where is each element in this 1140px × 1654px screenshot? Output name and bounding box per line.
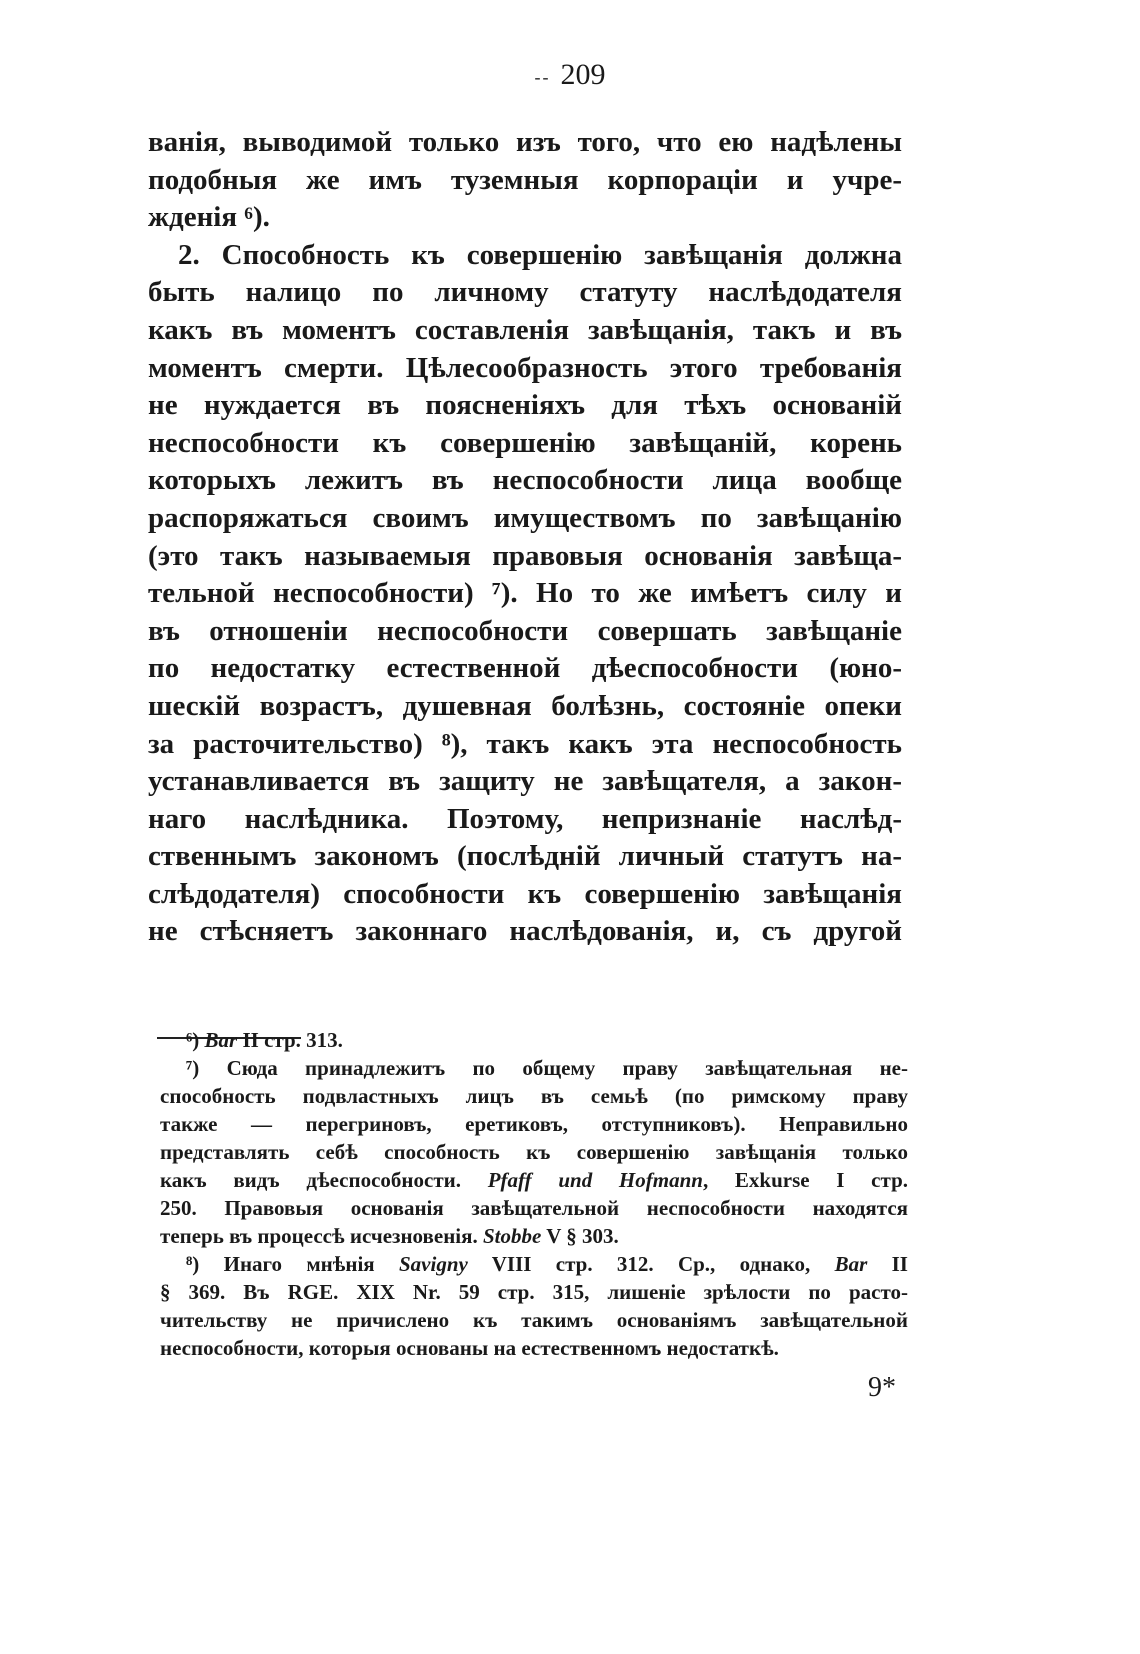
footnote-text: представлять себѣ способность къ совершенію завѣщанія только (160, 1140, 908, 1164)
footnote-text: II стр. 313. (237, 1028, 343, 1052)
citation-author: Savigny (398, 1252, 468, 1276)
footnote-text: VIII стр. 312. Ср., однако, (467, 1252, 835, 1276)
footnote-line (160, 1166, 908, 1194)
main-text (148, 124, 902, 951)
page-number: 209 (560, 58, 606, 91)
text-line: за расточительство) ⁸), такъ какъ эта неспособность (148, 727, 902, 760)
footnote-text: 250. Правовыя основанія завѣщательной неспособности находятся (160, 1196, 908, 1220)
footnote-line (160, 1054, 908, 1082)
footnote-line (160, 1026, 908, 1054)
text-line: наго наслѣдника. Поэтому, непризнаніе наслѣд- (148, 802, 902, 835)
footnote-text: , Exkurse I стр. (702, 1168, 908, 1192)
text-line: тельной неспособности) ⁷). Но то же имѣетъ силу и (148, 577, 902, 610)
text-line: по недостатку естественной дѣеспособности (юно- (148, 652, 902, 685)
footnote-line (160, 1194, 908, 1222)
text-line: ванія, выводимой только изъ того, что ею надѣлены (148, 126, 902, 158)
footnote-text: ⁸) Инаго мнѣнія (186, 1252, 399, 1276)
text-line: не нуждается въ поясненіяхъ для тѣхъ основаній (148, 389, 902, 422)
footnote-line (160, 1110, 908, 1138)
text-line: шескій возрастъ, душевная болѣзнь, состояніе опеки (148, 689, 902, 722)
text-line: быть налицо по личному статуту наслѣдодателя (148, 276, 902, 309)
text-line: подобныя же имъ туземныя корпораціи и учре- (148, 163, 902, 196)
text-line: ственнымъ закономъ (послѣдній личный статутъ на- (148, 840, 902, 873)
footnote-text: ⁶) (186, 1028, 205, 1052)
footnote-line (160, 1138, 908, 1166)
citation-author: Bar (834, 1252, 868, 1276)
footnote-line (160, 1222, 908, 1250)
citation-author: Stobbe (483, 1224, 542, 1248)
footnote-line (160, 1082, 908, 1110)
footnote-text: § 369. Въ RGE. XIX Nr. 59 стр. 315, лишеніе зрѣлости по расто- (160, 1280, 908, 1304)
footnote-text: также — перегриновъ, еретиковъ, отступниковъ). Неправильно (160, 1112, 908, 1136)
footnote-text: теперь въ процессѣ исчезновенія. (160, 1224, 483, 1248)
text-line: распоряжаться своимъ имуществомъ по завѣщанію (148, 501, 902, 534)
citation-author: Pfaff und Hofmann (487, 1168, 703, 1192)
signature-mark: 9* (868, 1372, 896, 1403)
footnote-line (160, 1334, 908, 1362)
footnote-line (160, 1278, 908, 1306)
footnote-text: V § 303. (541, 1224, 619, 1248)
text-line: моментъ смерти. Цѣлесообразность этого требованія (148, 351, 902, 384)
footnote-line (160, 1250, 908, 1278)
footnote-text: II (867, 1252, 908, 1276)
text-line: которыхъ лежитъ въ неспособности лица вообще (148, 464, 902, 497)
header-dashes: -- (534, 66, 551, 87)
text-line: не стѣсняетъ законнаго наслѣдованія, и, съ другой (148, 915, 902, 948)
text-line: неспособности къ совершенію завѣщаній, корень (148, 426, 902, 459)
citation-author: Bar (204, 1028, 238, 1052)
text-line: въ отношеніи неспособности совершать завѣщаніе (148, 614, 902, 647)
footnote-text: способность подвластныхъ лицъ въ семьѣ (по римскому праву (160, 1084, 908, 1108)
footnote-line (160, 1306, 908, 1334)
text-line: 2. Способность къ совершенію завѣщанія должна (178, 238, 902, 271)
footnote-text: чительству не причислено къ такимъ основаніямъ завѣщательной (160, 1308, 908, 1332)
footnote-text: какъ видъ дѣеспособности. (160, 1168, 488, 1192)
text-line: (это такъ называемыя правовыя основанія завѣща- (148, 539, 902, 572)
page-header (0, 58, 1140, 92)
text-line: устанавливается въ защиту не завѣщателя, а закон- (148, 765, 902, 798)
footnotes (160, 1026, 908, 1362)
text-line: какъ въ моментъ составленія завѣщанія, такъ и въ (148, 313, 902, 346)
footnote-text: ⁷) Сюда принадлежитъ по общему праву завѣщательная не- (186, 1056, 908, 1080)
text-line: слѣдодателя) способности къ совершенію завѣщанія (148, 877, 902, 910)
text-line: жденія ⁶). (148, 201, 270, 234)
footnote-text: неспособности, которыя основаны на естественномъ недостаткѣ. (160, 1336, 779, 1360)
